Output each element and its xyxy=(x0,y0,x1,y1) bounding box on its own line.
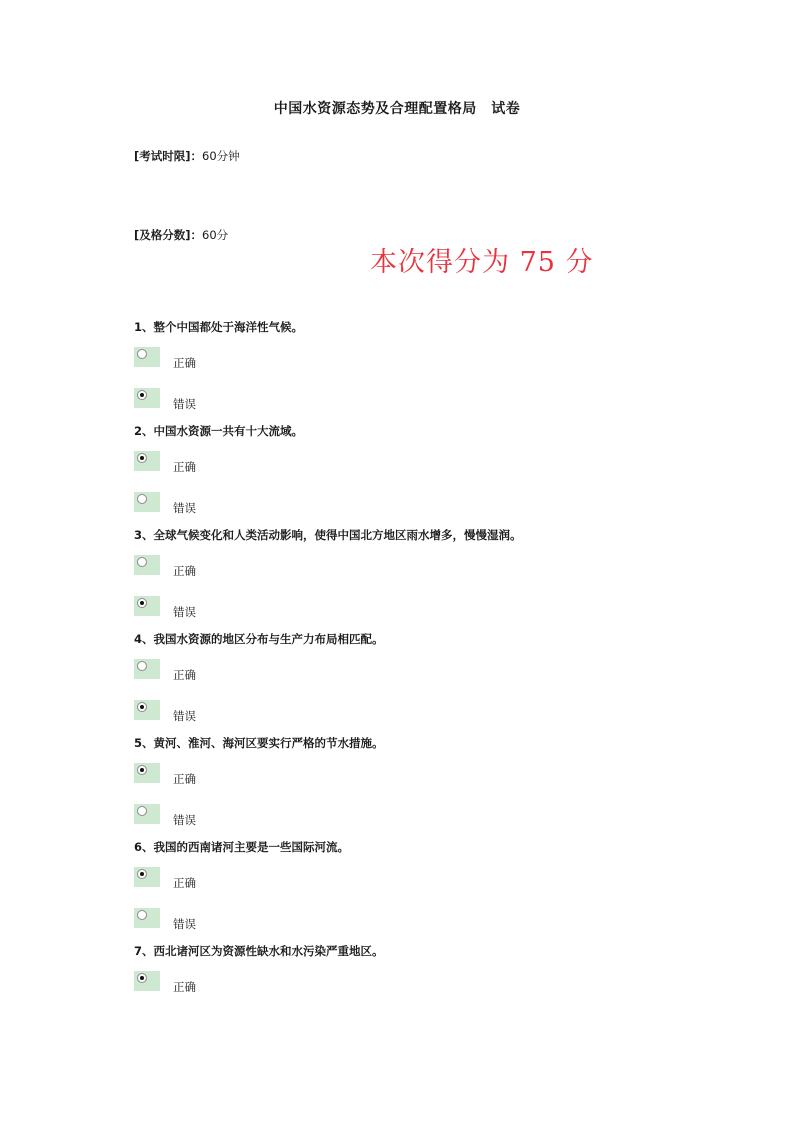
radio-unchecked-icon[interactable] xyxy=(137,910,147,920)
radio-cell xyxy=(134,492,160,512)
answer-option[interactable] xyxy=(134,451,334,473)
radio-checked-icon[interactable] xyxy=(137,390,147,400)
radio-checked-icon[interactable] xyxy=(137,869,147,879)
answer-option-label: 正确 xyxy=(173,772,196,786)
answer-option-label: 正确 xyxy=(173,668,196,682)
answer-option[interactable] xyxy=(134,804,334,826)
answer-option[interactable] xyxy=(134,908,334,930)
pass-score xyxy=(134,227,228,243)
answer-option[interactable] xyxy=(134,971,334,993)
question-item xyxy=(134,735,694,839)
answer-option[interactable] xyxy=(134,867,334,889)
answer-option-label: 正确 xyxy=(173,564,196,578)
question-text: 7、西北诸河区为资源性缺水和水污染严重地区。 xyxy=(134,944,384,958)
question-item xyxy=(134,943,694,1047)
answer-option-label: 正确 xyxy=(173,460,196,474)
pass-score-value: 60分 xyxy=(202,228,229,242)
radio-cell xyxy=(134,555,160,575)
answer-option-label: 正确 xyxy=(173,356,196,370)
answer-option[interactable] xyxy=(134,659,334,681)
radio-unchecked-icon[interactable] xyxy=(137,349,147,359)
answer-option-label: 错误 xyxy=(173,917,196,931)
question-text: 1、整个中国都处于海洋性气候。 xyxy=(134,320,303,334)
radio-unchecked-icon[interactable] xyxy=(137,661,147,671)
radio-unchecked-icon[interactable] xyxy=(137,494,147,504)
page-title: 中国水资源态势及合理配置格局 试卷 xyxy=(273,101,521,117)
radio-cell xyxy=(134,867,160,887)
radio-cell xyxy=(134,971,160,991)
radio-unchecked-icon[interactable] xyxy=(137,557,147,567)
radio-cell xyxy=(134,908,160,928)
radio-checked-icon[interactable] xyxy=(137,765,147,775)
radio-checked-icon[interactable] xyxy=(137,702,147,712)
radio-cell xyxy=(134,804,160,824)
radio-checked-icon[interactable] xyxy=(137,598,147,608)
answer-option[interactable] xyxy=(134,700,334,722)
question-text: 3、全球气候变化和人类活动影响，使得中国北方地区雨水增多，慢慢湿润。 xyxy=(134,528,522,542)
time-limit-label: [考试时限]： xyxy=(134,149,203,163)
radio-checked-icon[interactable] xyxy=(137,973,147,983)
answer-option-label: 错误 xyxy=(173,605,196,619)
time-limit xyxy=(134,148,240,164)
answer-option[interactable] xyxy=(134,763,334,785)
radio-cell xyxy=(134,388,160,408)
radio-cell xyxy=(134,347,160,367)
answer-option[interactable] xyxy=(134,492,334,514)
score-stamp: 本次得分为 75 分 xyxy=(370,247,594,278)
radio-cell xyxy=(134,659,160,679)
answer-option[interactable] xyxy=(134,596,334,618)
question-text: 5、黄河、淮河、海河区要实行严格的节水措施。 xyxy=(134,736,384,750)
question-item xyxy=(134,423,694,527)
answer-option-label: 正确 xyxy=(173,980,196,994)
answer-option-label: 错误 xyxy=(173,501,196,515)
radio-checked-icon[interactable] xyxy=(137,453,147,463)
answer-option-label: 错误 xyxy=(173,397,196,411)
answer-option-label: 错误 xyxy=(173,813,196,827)
radio-cell xyxy=(134,596,160,616)
answer-option[interactable] xyxy=(134,555,334,577)
question-item xyxy=(134,839,694,943)
question-text: 6、我国的西南诸河主要是一些国际河流。 xyxy=(134,840,349,854)
radio-cell xyxy=(134,763,160,783)
radio-unchecked-icon[interactable] xyxy=(137,806,147,816)
question-item xyxy=(134,631,694,735)
radio-cell xyxy=(134,700,160,720)
question-text: 4、我国水资源的地区分布与生产力布局相匹配。 xyxy=(134,632,384,646)
answer-option-label: 错误 xyxy=(173,709,196,723)
question-item xyxy=(134,319,694,423)
question-list xyxy=(134,319,694,1047)
radio-cell xyxy=(134,451,160,471)
question-text: 2、中国水资源一共有十大流域。 xyxy=(134,424,303,438)
answer-option-label: 正确 xyxy=(173,876,196,890)
time-limit-value: 60分钟 xyxy=(202,149,240,163)
answer-option[interactable] xyxy=(134,388,334,410)
question-item xyxy=(134,527,694,631)
answer-option[interactable] xyxy=(134,347,334,369)
pass-score-label: [及格分数]： xyxy=(134,228,203,242)
